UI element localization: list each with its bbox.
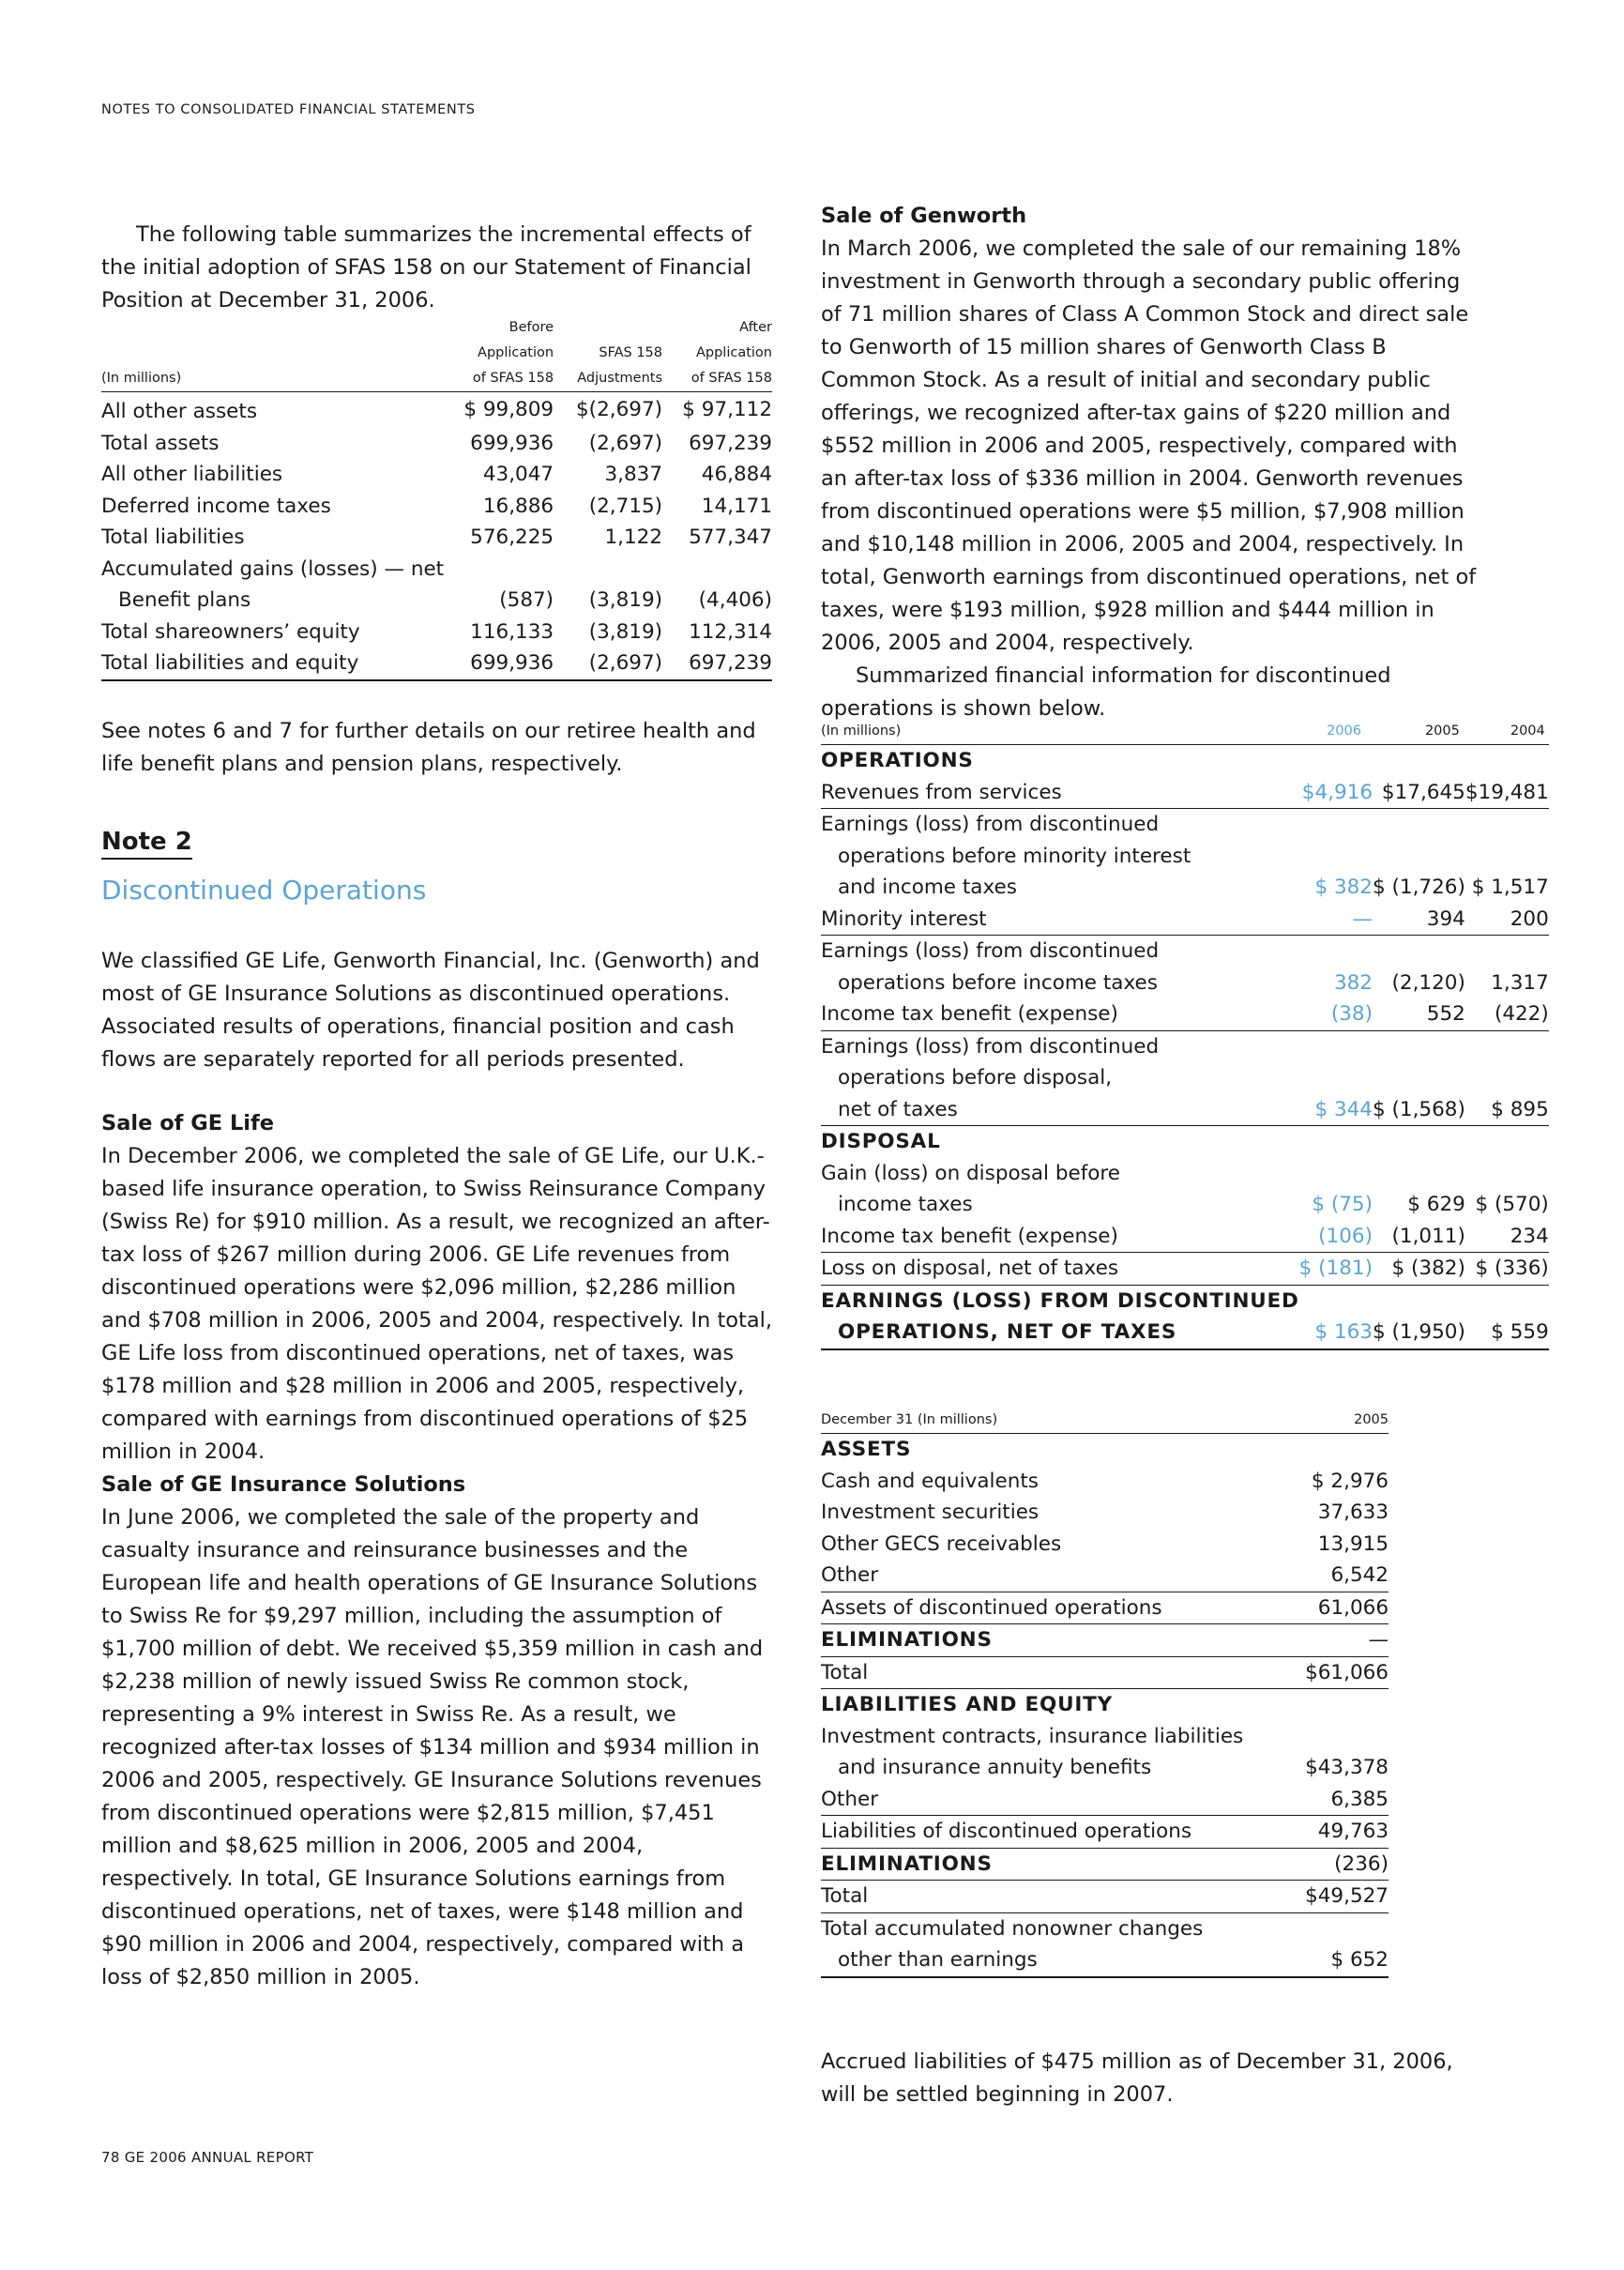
note-label: Note 2 <box>101 828 192 860</box>
table-row: Accumulated gains (losses) — net <box>101 556 445 581</box>
table-row: Total accumulated nonowner changes <box>821 1916 1204 1941</box>
table-row: Investment contracts, insurance liabilities <box>821 1724 1244 1748</box>
section-label: DISPOSAL <box>821 1130 941 1153</box>
col-header-after: After Application of SFAS 158 <box>662 315 772 392</box>
table-row: Minority interest — 394 200 <box>821 904 1549 936</box>
table-row: other than earnings $ 652 <box>821 1944 1389 1977</box>
table-row: Total shareowners’ equity 116,133 (3,819) 112,314 <box>101 619 772 644</box>
table-row: Total assets 699,936 (2,697) 697,239 <box>101 431 772 455</box>
table-row: and insurance annuity benefits $43,378 <box>838 1756 1389 1779</box>
genworth-text: In March 2006, we completed the sale of our remaining 18% investment in Genworth through a secondary public offering of 71 million shares of Class A Common Stock and direct sale to Genworth of 15 million shares of Genworth Class B Common Stock. As a result of initial and secondary public offerings, we recognized after-tax gains of $220 million and $552 million in 2006 and 2005, respectively, compared with an after-tax loss of $336 million in 2004. Genworth revenues from discontinued operations were $5 million, $7,908 million and $10,148 million in 2006, 2005 and 2004, respectively. In total, Genworth earnings from discontinued operations, net of taxes, were $193 million, $928 million and $444 million in 2006, 2005 and 2004, respectively. <box>821 236 1477 655</box>
ge-life-section <box>101 1107 777 1469</box>
table-row: Benefit plans (587) (3,819) (4,406) <box>118 588 772 612</box>
table-row: Other GECS receivables 13,915 <box>821 1531 1389 1556</box>
table-row: Total liabilities 576,225 1,122 577,347 <box>101 526 772 549</box>
table-row: Deferred income taxes 16,886 (2,715) 14,171 <box>101 494 772 518</box>
table-row: income taxes $ (75) $ 629 $ (570) <box>838 1193 1549 1216</box>
section-label: LIABILITIES AND EQUITY <box>821 1693 1113 1716</box>
table-row: Income tax benefit (expense) (38) 552 (422) <box>821 998 1549 1030</box>
page-header: NOTES TO CONSOLIDATED FINANCIAL STATEMENTS <box>101 102 476 117</box>
genworth-section <box>821 200 1487 725</box>
table-row: Total liabilities and equity 699,936 (2,697) 697,239 <box>101 647 772 680</box>
table-row: Other 6,385 <box>821 1784 1389 1816</box>
table-unit-label: (In millions) <box>101 315 444 392</box>
table-row: OPERATIONS, NET OF TAXES $ 163 $ (1,950) $ 559 <box>821 1317 1549 1349</box>
table-row: Loss on disposal, net of taxes $ (181) $ (382) $ (336) <box>821 1253 1549 1286</box>
table-row: operations before minority interest <box>838 844 1191 868</box>
table-row: Income tax benefit (expense) (106) (1,011) 234 <box>821 1221 1549 1253</box>
table-row: EARNINGS (LOSS) FROM DISCONTINUED <box>821 1288 1299 1313</box>
table-row: Revenues from services $4,916 $17,645 $19,481 <box>821 777 1549 809</box>
table-unit-label: December 31 (In millions) <box>821 1408 1271 1434</box>
table-row: Earnings (loss) from discontinued <box>821 1034 1160 1059</box>
table-row: net of taxes $ 344 $ (1,568) $ 895 <box>821 1094 1549 1126</box>
table-row: Earnings (loss) from discontinued <box>821 813 1160 836</box>
table-row: and income taxes $ 382 $ (1,726) $ 1,517 <box>838 876 1549 899</box>
note-heading <box>101 828 192 860</box>
section-label: OPERATIONS <box>821 749 974 772</box>
summarized-text: Summarized financial information for discontinued operations is shown below. <box>821 663 1391 721</box>
gis-text: In June 2006, we completed the sale of the property and casualty insurance and reinsurance businesses and the European life and health operations of GE Insurance Solutions to Swiss Re for $9,297 million, including the assumption of $1,700 million of debt. We received $5,359 million in cash and $2,238 million of newly issued Swiss Re common stock, representing a 9% interest in Swiss Re. As a result, we recognized after-tax losses of $134 million and $934 million in 2006 and 2005, respectively. GE Insurance Solutions revenues from discontinued operations were $2,815 million, $7,451 million and $8,625 million in 2006, 2005 and 2004, respectively. In total, GE Insurance Solutions earnings from discontinued operations, net of taxes, were $148 million and $90 million in 2006 and 2004, respectively, compared with a loss of $2,850 million in 2005. <box>101 1505 764 1989</box>
year-2006: 2006 <box>1299 719 1373 745</box>
see-notes-paragraph: See notes 6 and 7 for further details on our retiree health and life benefit plans and pension plans, respectively. <box>101 719 756 776</box>
col-header-before: Before Application of SFAS 158 <box>444 315 554 392</box>
table-row: Investment securities 37,633 <box>821 1501 1389 1524</box>
table-row: Gain (loss) on disposal before <box>821 1161 1121 1185</box>
table-unit-label: (In millions) <box>821 719 1299 745</box>
table-row: Total $49,527 <box>821 1881 1389 1913</box>
ge-life-heading: Sale of GE Life <box>101 1111 275 1135</box>
table-row: operations before income taxes 382 (2,120) 1,317 <box>838 970 1549 995</box>
year-2005: 2005 <box>1373 719 1465 745</box>
table-row: All other liabilities 43,047 3,837 46,884 <box>101 463 772 486</box>
sfas158-table <box>101 315 772 681</box>
discontinued-operations-table <box>821 719 1549 1350</box>
ge-life-text: In December 2006, we completed the sale of GE Life, our U.K.-based life insurance operation, to Swiss Reinsurance Company (Swiss Re) for $910 million. As a result, we recognized an after-tax loss of $267 million during 2006. GE Life revenues from discontinued operations were $2,096 million, $2,286 million and $708 million in 2006, 2005 and 2004, respectively. In total, GE Life loss from discontinued operations, net of taxes, was $178 million and $28 million in 2006 and 2005, respectively, compared with earnings from discontinued operations of $25 million in 2004. <box>101 1144 773 1464</box>
table-row: Total $61,066 <box>821 1656 1389 1689</box>
sfas-intro: The following table summarizes the incremental effects of the initial adoption of SFAS 158 on our Statement of Financial Position at December 31, 2006. <box>101 221 751 312</box>
table-row: operations before disposal, <box>838 1066 1113 1089</box>
year-2004: 2004 <box>1465 719 1549 745</box>
col-header-adjustments: SFAS 158 Adjustments <box>554 315 662 392</box>
gis-heading: Sale of GE Insurance Solutions <box>101 1472 466 1497</box>
table-row: Cash and equivalents $ 2,976 <box>821 1469 1389 1493</box>
classified-paragraph: We classified GE Life, Genworth Financial, Inc. (Genworth) and most of GE Insurance Solutions as discontinued operations. Associated results of operations, financial position and cash flows are separately reported for all periods presented. <box>101 949 760 1072</box>
year-2005: 2005 <box>1271 1408 1389 1434</box>
accrued-paragraph: Accrued liabilities of $475 million as of December 31, 2006, will be settled beginning in 2007. <box>821 2049 1453 2107</box>
table-row: All other assets $ 99,809 $(2,697) $ 97,112 <box>101 398 772 423</box>
section-label: ASSETS <box>821 1438 912 1461</box>
page-footer: 78 GE 2006 ANNUAL REPORT <box>101 2149 314 2166</box>
table-row: ELIMINATIONS (236) <box>821 1848 1389 1881</box>
table-row: Other 6,542 <box>821 1560 1389 1592</box>
balance-sheet-table <box>821 1408 1389 1978</box>
table-row: Earnings (loss) from discontinued <box>821 939 1160 963</box>
note-title: Discontinued Operations <box>101 875 427 906</box>
table-row: Liabilities of discontinued operations 49,763 <box>821 1816 1389 1849</box>
table-row: ELIMINATIONS — <box>821 1624 1389 1657</box>
gis-section <box>101 1469 777 1994</box>
genworth-heading: Sale of Genworth <box>821 204 1027 228</box>
table-row: Assets of discontinued operations 61,066 <box>821 1592 1389 1624</box>
